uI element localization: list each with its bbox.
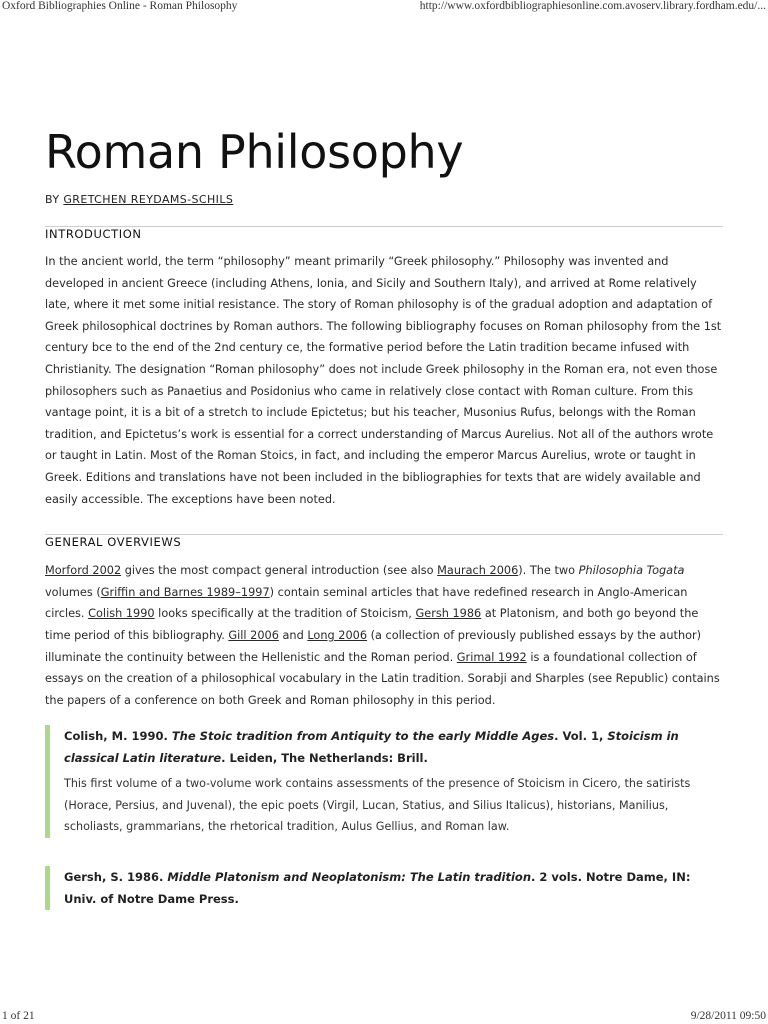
text-run: ) contain seminal articles that have redefined research in Anglo-American circles. <box>45 585 688 621</box>
byline <box>45 193 723 206</box>
print-page-title: Oxford Bibliographies Online - Roman Philosophy <box>2 0 238 12</box>
citation-link-gersh[interactable]: Gersh 1986 <box>415 607 482 621</box>
entry-accent-bar <box>45 725 50 838</box>
citation-link-long[interactable]: Long 2006 <box>307 628 368 642</box>
text-run: ). The two <box>518 564 579 578</box>
general-overviews-heading: GENERAL OVERVIEWS <box>45 535 182 550</box>
text-run: looks specifically at the tradition of Stoicism, <box>154 607 416 621</box>
print-header <box>0 0 768 16</box>
entry-accent-bar <box>45 866 50 910</box>
byline-prefix: BY <box>45 193 60 206</box>
text-run: at Platonism, and both go beyond the time period of this bibliography. <box>45 607 699 642</box>
entry-author-year: Gersh, S. 1986. <box>64 870 168 885</box>
entry-publisher: . 2 vols. Notre Dame, IN: Univ. of Notre Dame Press. <box>64 870 691 907</box>
print-url: http://www.oxfordbibliographiesonline.com.avoserv.library.fordham.edu/... <box>419 0 766 12</box>
bibliography-entry <box>45 866 723 910</box>
entry-mid: . Vol. 1, <box>554 729 608 744</box>
text-run: is a foundational collection of essays on the creation of a philosophical vocabulary in the Latin tradition. Sorabji and Sharples (see Republic) contains the papers of a conference on both Greek and Roman philosophy in this period. <box>45 650 720 707</box>
print-footer <box>0 1008 768 1024</box>
citation-link-morford[interactable]: Morford 2002 <box>45 564 122 578</box>
author-link[interactable]: GRETCHEN REYDAMS-SCHILS <box>63 193 234 206</box>
citation-link-griffin[interactable]: Griffin and Barnes 1989–1997 <box>100 585 270 599</box>
article <box>45 122 723 910</box>
citation-link-grimal[interactable]: Grimal 1992 <box>456 650 527 664</box>
page-count: 1 of 21 <box>2 1010 35 1022</box>
entry-annotation: This first volume of a two-volume work contains assessments of the presence of Stoicism in Cicero, the satirists (Horace, Persius, and Juvenal), the epic poets (Virgil, Lucan, Statius, and Silius Italicus), historians, Manilius, scholiasts, grammarians, the rhetorical tradition, Aulus Gellius, and Roman law. <box>64 777 691 834</box>
entry-series: Stoicism in classical Latin literature <box>64 729 679 766</box>
italic-title: Philosophia Togata <box>578 564 685 578</box>
general-overviews-text <box>45 560 723 711</box>
text-run: and <box>278 628 308 642</box>
entry-publisher: . Leiden, The Netherlands: Brill. <box>221 751 428 766</box>
entry-citation <box>64 866 723 910</box>
introduction-text: In the ancient world, the term “philosophy” meant primarily “Greek philosophy.” Philosophy was invented and developed in ancient Greece (including Athens, Ionia, and Sicily and Southern Italy), and arrived at Rome relatively late, where it met some initial resistance. The story of Roman philosophy is of the gradual adoption and adaptation of Greek philosophical doctrines by Roman authors. The following bibliography focuses on Roman philosophy from the 1st century bce to the end of the 2nd century ce, the formative period before the Latin tradition became infused with Christianity. The designation “Roman philosophy” does not include Greek philosophy in the Roman era, not even those philosophers such as Panaetius and Posidonius who came in relatively close contact with Roman culture. From this vantage point, it is a bit of a stretch to include Epictetus; but his teacher, Musonius Rufus, belongs with the Roman tradition, and Epictetus’s work is essential for a correct understanding of Marcus Aurelius. Not all of the authors wrote or taught in Latin. Most of the Roman Stoics, in fact, and including the emperor Marcus Aurelius, wrote or taught in Greek. Editions and translations have not been included in the bibliographies for texts that are widely available and easily accessible. The exceptions have been noted. <box>45 255 722 506</box>
page-title: Roman Philosophy <box>45 125 464 179</box>
text-run: volumes ( <box>45 585 101 599</box>
introduction-heading: INTRODUCTION <box>45 227 142 241</box>
entry-citation <box>64 725 723 769</box>
citation-link-gill[interactable]: Gill 2006 <box>228 628 279 642</box>
entry-author-year: Colish, M. 1990. <box>64 729 172 744</box>
citation-link-maurach[interactable]: Maurach 2006 <box>437 564 519 578</box>
entry-title: The Stoic tradition from Antiquity to the early Middle Ages <box>171 729 555 744</box>
text-run: gives the most compact general introduction (see also <box>121 564 438 578</box>
text-run: (a collection of previously published essays by the author) illuminate the continuity between the Hellenistic and the Roman period. <box>45 628 702 664</box>
citation-link-colish[interactable]: Colish 1990 <box>88 607 155 621</box>
bibliography-entry <box>45 725 723 838</box>
entry-title: Middle Platonism and Neoplatonism: The Latin tradition <box>167 870 532 885</box>
print-datetime: 9/28/2011 09:50 <box>690 1010 766 1022</box>
